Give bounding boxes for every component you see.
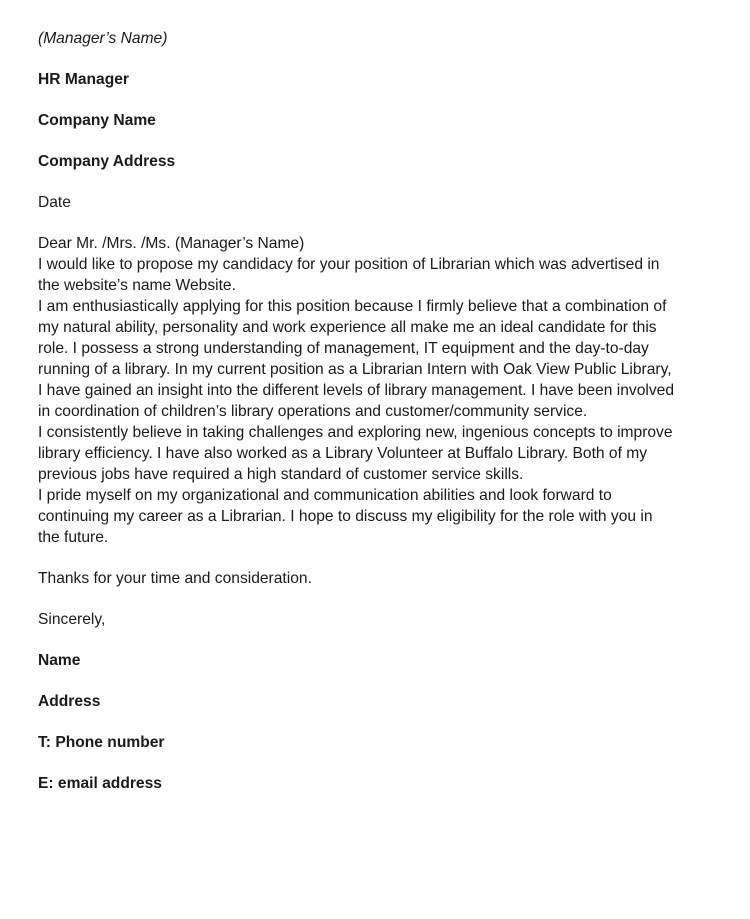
paragraph-line: I have gained an insight into the different levels of library management. I have been involved bbox=[38, 382, 674, 399]
paragraph-line: the website’s name Website. bbox=[38, 277, 236, 294]
manager-name: (Manager’s Name) bbox=[38, 30, 168, 47]
thanks-line: Thanks for your time and consideration. bbox=[38, 570, 312, 587]
paragraph-line: role. I possess a strong understanding of management, IT equipment and the day-to-day bbox=[38, 340, 649, 357]
paragraph-line: in coordination of children’s library operations and customer/community service. bbox=[38, 403, 588, 420]
signature-name: Name bbox=[38, 652, 81, 669]
paragraph-line: I am enthusiastically applying for this position because I firmly believe that a combination of bbox=[38, 298, 667, 315]
paragraph-line: I pride myself on my organizational and communication abilities and look forward to bbox=[38, 487, 612, 504]
paragraph-line: running of a library. In my current position as a Librarian Intern with Oak View Public Library, bbox=[38, 361, 672, 378]
paragraph-intro bbox=[38, 254, 710, 296]
company-address: Company Address bbox=[38, 153, 176, 170]
paragraph-line: previous jobs have required a high standard of customer service skills. bbox=[38, 466, 524, 483]
paragraph-closing bbox=[38, 485, 710, 548]
closing-line: Sincerely, bbox=[38, 611, 106, 628]
paragraph-experience bbox=[38, 296, 710, 422]
salutation: Dear Mr. /Mrs. /Ms. (Manager’s Name) bbox=[38, 235, 305, 252]
paragraph-line: continuing my career as a Librarian. I hope to discuss my eligibility for the role with you in bbox=[38, 508, 653, 525]
company-name: Company Name bbox=[38, 112, 156, 129]
letter-date: Date bbox=[38, 194, 71, 211]
paragraph-line: I consistently believe in taking challenges and exploring new, ingenious concepts to improve bbox=[38, 424, 673, 441]
signature-email: E: email address bbox=[38, 775, 162, 792]
paragraph-line: I would like to propose my candidacy for your position of Librarian which was advertised in bbox=[38, 256, 660, 273]
paragraph-line: library efficiency. I have also worked as a Library Volunteer at Buffalo Library. Both of my bbox=[38, 445, 648, 462]
paragraph-line: the future. bbox=[38, 529, 109, 546]
paragraph-efficiency bbox=[38, 422, 710, 485]
recipient-title: HR Manager bbox=[38, 71, 129, 88]
paragraph-line: my natural ability, personality and work experience all make me an ideal candidate for this bbox=[38, 319, 657, 336]
signature-phone: T: Phone number bbox=[38, 734, 165, 751]
signature-address: Address bbox=[38, 693, 101, 710]
